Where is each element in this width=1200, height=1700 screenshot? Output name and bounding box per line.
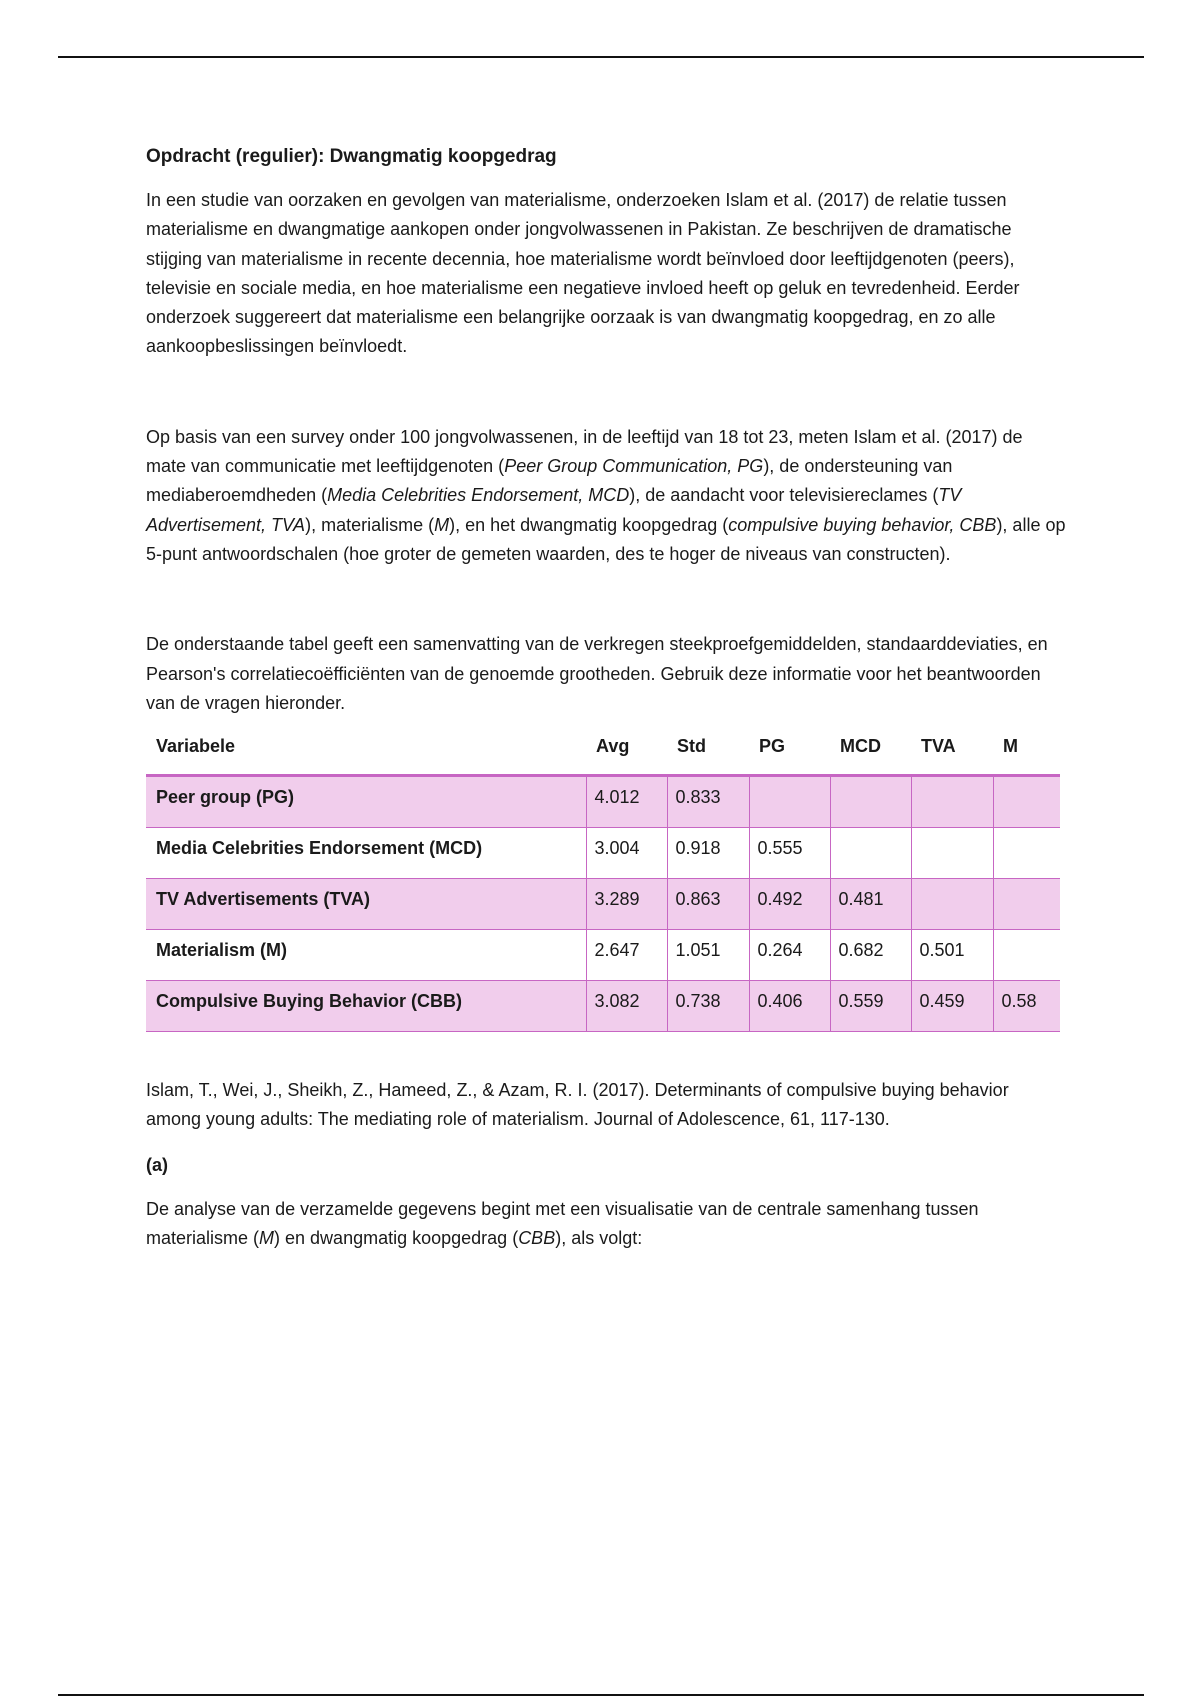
cell-std: 0.738: [667, 981, 749, 1032]
cell-pg: 0.264: [749, 930, 830, 981]
cell-mcd: 0.481: [830, 879, 911, 930]
cell-mcd: [830, 828, 911, 879]
cell-std: 0.833: [667, 776, 749, 828]
cell-avg: 3.004: [586, 828, 667, 879]
table-header-row: [146, 728, 1060, 776]
header-tva: TVA: [921, 736, 956, 757]
header-variabele: Variabele: [156, 736, 236, 757]
cell-std: 1.051: [667, 930, 749, 981]
header-avg: Avg: [596, 736, 630, 757]
table-row: [146, 879, 1060, 930]
cell-std: 0.918: [667, 828, 749, 879]
assignment-title: Opdracht (regulier): Dwangmatig koopgedrag: [146, 146, 557, 167]
cell-m: [993, 879, 1060, 930]
row-label: Media Celebrities Endorsement (MCD): [146, 828, 586, 879]
table-intro-paragraph: De onderstaande tabel geeft een samenvatting van de verkregen steekproefgemiddelden, standaarddeviaties, en Pearson's correlatiecoëfficiënten van de genoemde grootheden. Gebruik deze informatie voor het beantwoorden van de vragen hieronder.: [146, 634, 1048, 713]
page-content: [146, 142, 1066, 1253]
table-row: [146, 828, 1060, 879]
part-label: (a): [146, 1154, 168, 1175]
cell-tva: [911, 879, 993, 930]
reference-citation: Islam, T., Wei, J., Sheikh, Z., Hameed, Z., & Azam, R. I. (2017). Determinants of compulsive buying behavior among young adults: The mediating role of materialism. Journal of Adolescence, 61, 117-130.: [146, 1080, 1009, 1130]
row-label: Peer group (PG): [146, 776, 586, 828]
bottom-rule: [58, 1694, 1144, 1696]
cell-tva: [911, 776, 993, 828]
table-row: [146, 930, 1060, 981]
cell-tva: 0.459: [911, 981, 993, 1032]
intro-paragraph: In een studie van oorzaken en gevolgen van materialisme, onderzoeken Islam et al. (2017) de relatie tussen materialisme en dwangmatige aankopen onder jongvolwassenen in Pakistan. Ze beschrijven de dramatische stijging van materialisme in recente decennia, hoe materialisme wordt beïnvloed door leeftijdgenoten (peers), televisie en sociale media, en hoe materialisme een negatieve invloed heeft op geluk en tevredenheid. Eerder onderzoek suggereert dat materialisme een belangrijke oorzaak is van dwangmatig koopgedrag, en zo alle aankoopbeslissingen beïnvloedt.: [146, 190, 1020, 357]
top-rule: [58, 56, 1144, 58]
row-label: TV Advertisements (TVA): [146, 879, 586, 930]
row-label: Materialism (M): [146, 930, 586, 981]
table-row: [146, 776, 1060, 828]
header-mcd: MCD: [840, 736, 881, 757]
cell-avg: 3.082: [586, 981, 667, 1032]
cell-pg: [749, 776, 830, 828]
cell-tva: 0.501: [911, 930, 993, 981]
analysis-paragraph: De analyse van de verzamelde gegevens begint met een visualisatie van de centrale samenhang tussen materialisme (M) en dwangmatig koopgedrag (CBB), als volgt:: [146, 1198, 979, 1249]
cell-m: [993, 930, 1060, 981]
cell-pg: 0.492: [749, 879, 830, 930]
header-m: M: [1003, 736, 1018, 757]
table-row: [146, 981, 1060, 1032]
cell-tva: [911, 828, 993, 879]
statistics-table: [146, 728, 1060, 1032]
cell-pg: 0.406: [749, 981, 830, 1032]
survey-paragraph: Op basis van een survey onder 100 jongvolwassenen, in de leeftijd van 18 tot 23, meten Islam et al. (2017) de mate van communicatie met leeftijdgenoten (Peer Group Communication, PG), de ondersteuning van mediaberoemdheden (Media Celebrities Endorsement, MCD), de aandacht voor televisiereclames (TV Advertisement, TVA), materialisme (M), en het dwangmatig koopgedrag (compulsive buying behavior, CBB), alle op 5-punt antwoordschalen (hoe groter de gemeten waarden, des te hoger de niveaus van constructen).: [146, 426, 1066, 564]
cell-mcd: 0.682: [830, 930, 911, 981]
cell-mcd: [830, 776, 911, 828]
cell-std: 0.863: [667, 879, 749, 930]
cell-pg: 0.555: [749, 828, 830, 879]
row-label: Compulsive Buying Behavior (CBB): [146, 981, 586, 1032]
header-std: Std: [677, 736, 706, 757]
cell-m: [993, 776, 1060, 828]
cell-avg: 2.647: [586, 930, 667, 981]
cell-m: [993, 828, 1060, 879]
cell-m: 0.58: [993, 981, 1060, 1032]
cell-mcd: 0.559: [830, 981, 911, 1032]
cell-avg: 3.289: [586, 879, 667, 930]
header-pg: PG: [759, 736, 786, 757]
cell-avg: 4.012: [586, 776, 667, 828]
